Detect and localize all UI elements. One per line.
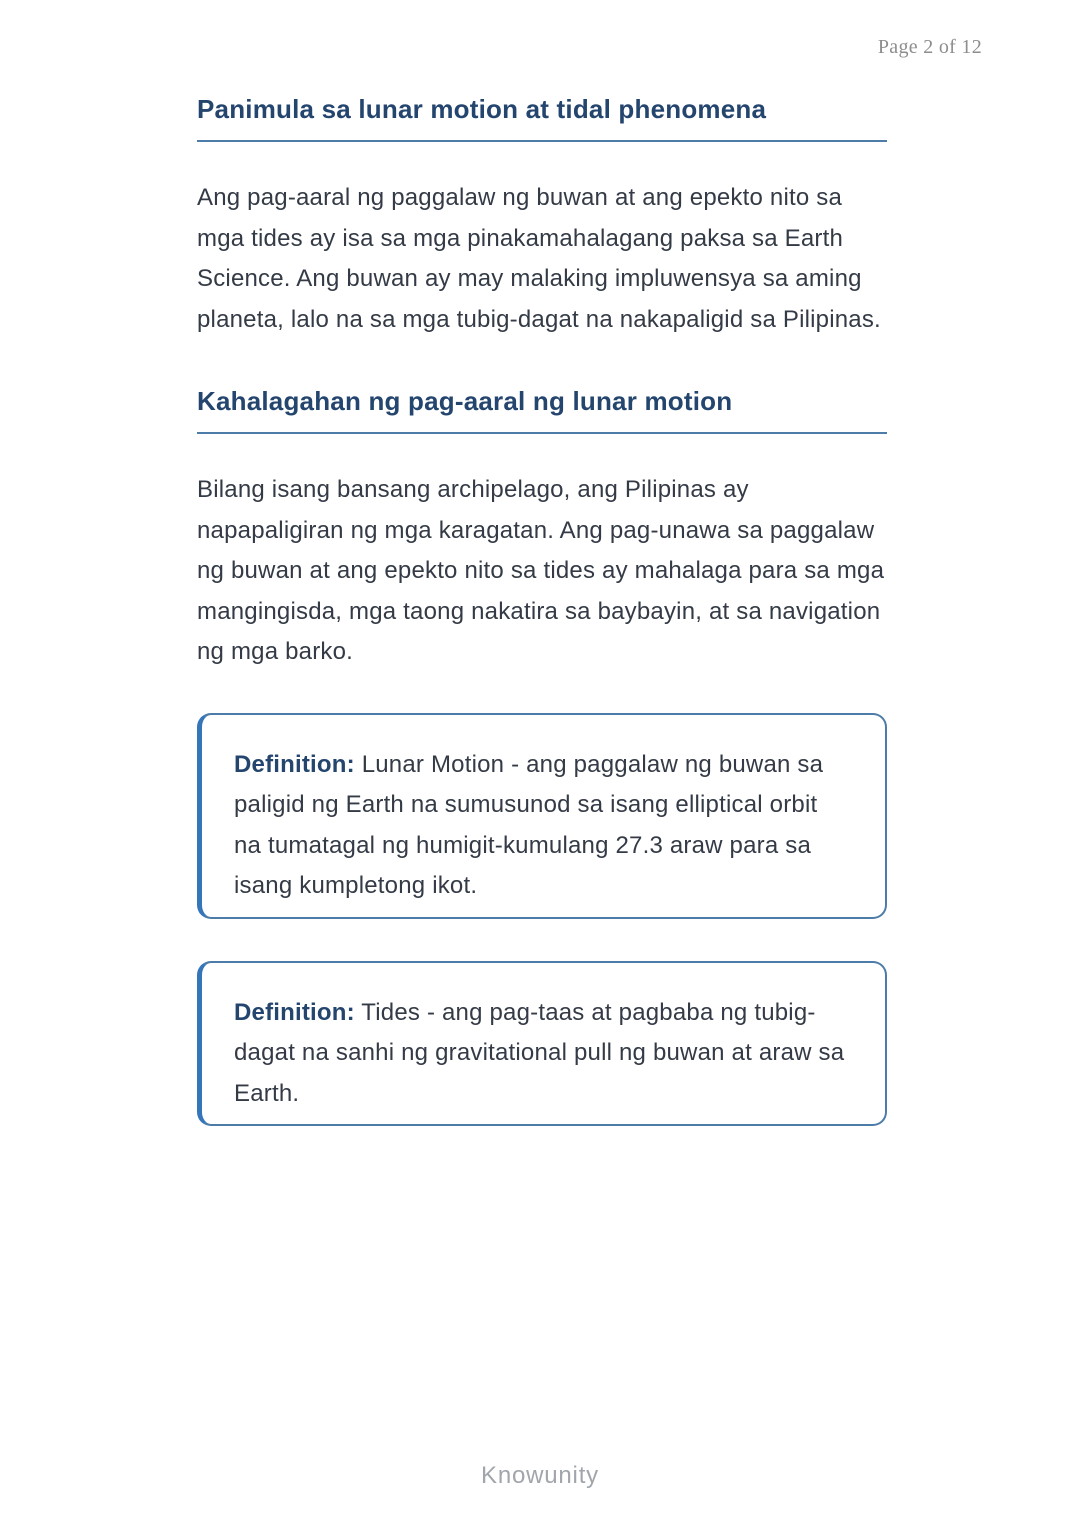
content-column xyxy=(197,0,887,1126)
heading-rule xyxy=(197,140,887,142)
definition-label: Definition: xyxy=(234,998,355,1026)
definition-body: Lunar Motion - ang paggalaw ng buwan sa paligid ng Earth na sumusunod sa isang elliptical orbit na tumatagal ng humigit-kumulang 27.3 araw para sa isang kumpletong ikot. xyxy=(234,750,824,899)
section-importance xyxy=(197,386,887,673)
page-number-label: Page 2 of 12 xyxy=(877,36,982,58)
definition-text xyxy=(234,993,851,1115)
definition-card xyxy=(197,961,887,1127)
section-intro xyxy=(197,94,887,340)
section-paragraph: Ang pag-aaral ng paggalaw ng buwan at ang epekto nito sa mga tides ay isa sa mga pinakamahalagang paksa sa Earth Science. Ang buwan ay may malaking impluwensya sa aming planeta, lalo na sa mga tubig-dagat na nakapaligid sa Pilipinas. xyxy=(197,184,881,333)
section-paragraph: Bilang isang bansang archipelago, ang Pilipinas ay napapaligiran ng mga karagatan. Ang pag-unawa sa paggalaw ng buwan at ang epekto nito sa tides ay mahalaga para sa mga mangingisda, mga taong nakatira sa baybayin, at sa navigation ng mga barko. xyxy=(197,476,885,665)
definition-text xyxy=(234,745,851,907)
heading-rule xyxy=(197,432,887,434)
footer-brand: Knowunity xyxy=(481,1462,599,1489)
definition-body: Tides - ang pag-taas at pagbaba ng tubig-dagat na sanhi ng gravitational pull ng buwan at araw sa Earth. xyxy=(234,998,845,1107)
definition-label: Definition: xyxy=(234,750,355,778)
section-heading: Kahalagahan ng pag-aaral ng lunar motion xyxy=(197,386,733,416)
section-heading: Panimula sa lunar motion at tidal phenomena xyxy=(197,94,767,124)
definition-card xyxy=(197,713,887,919)
